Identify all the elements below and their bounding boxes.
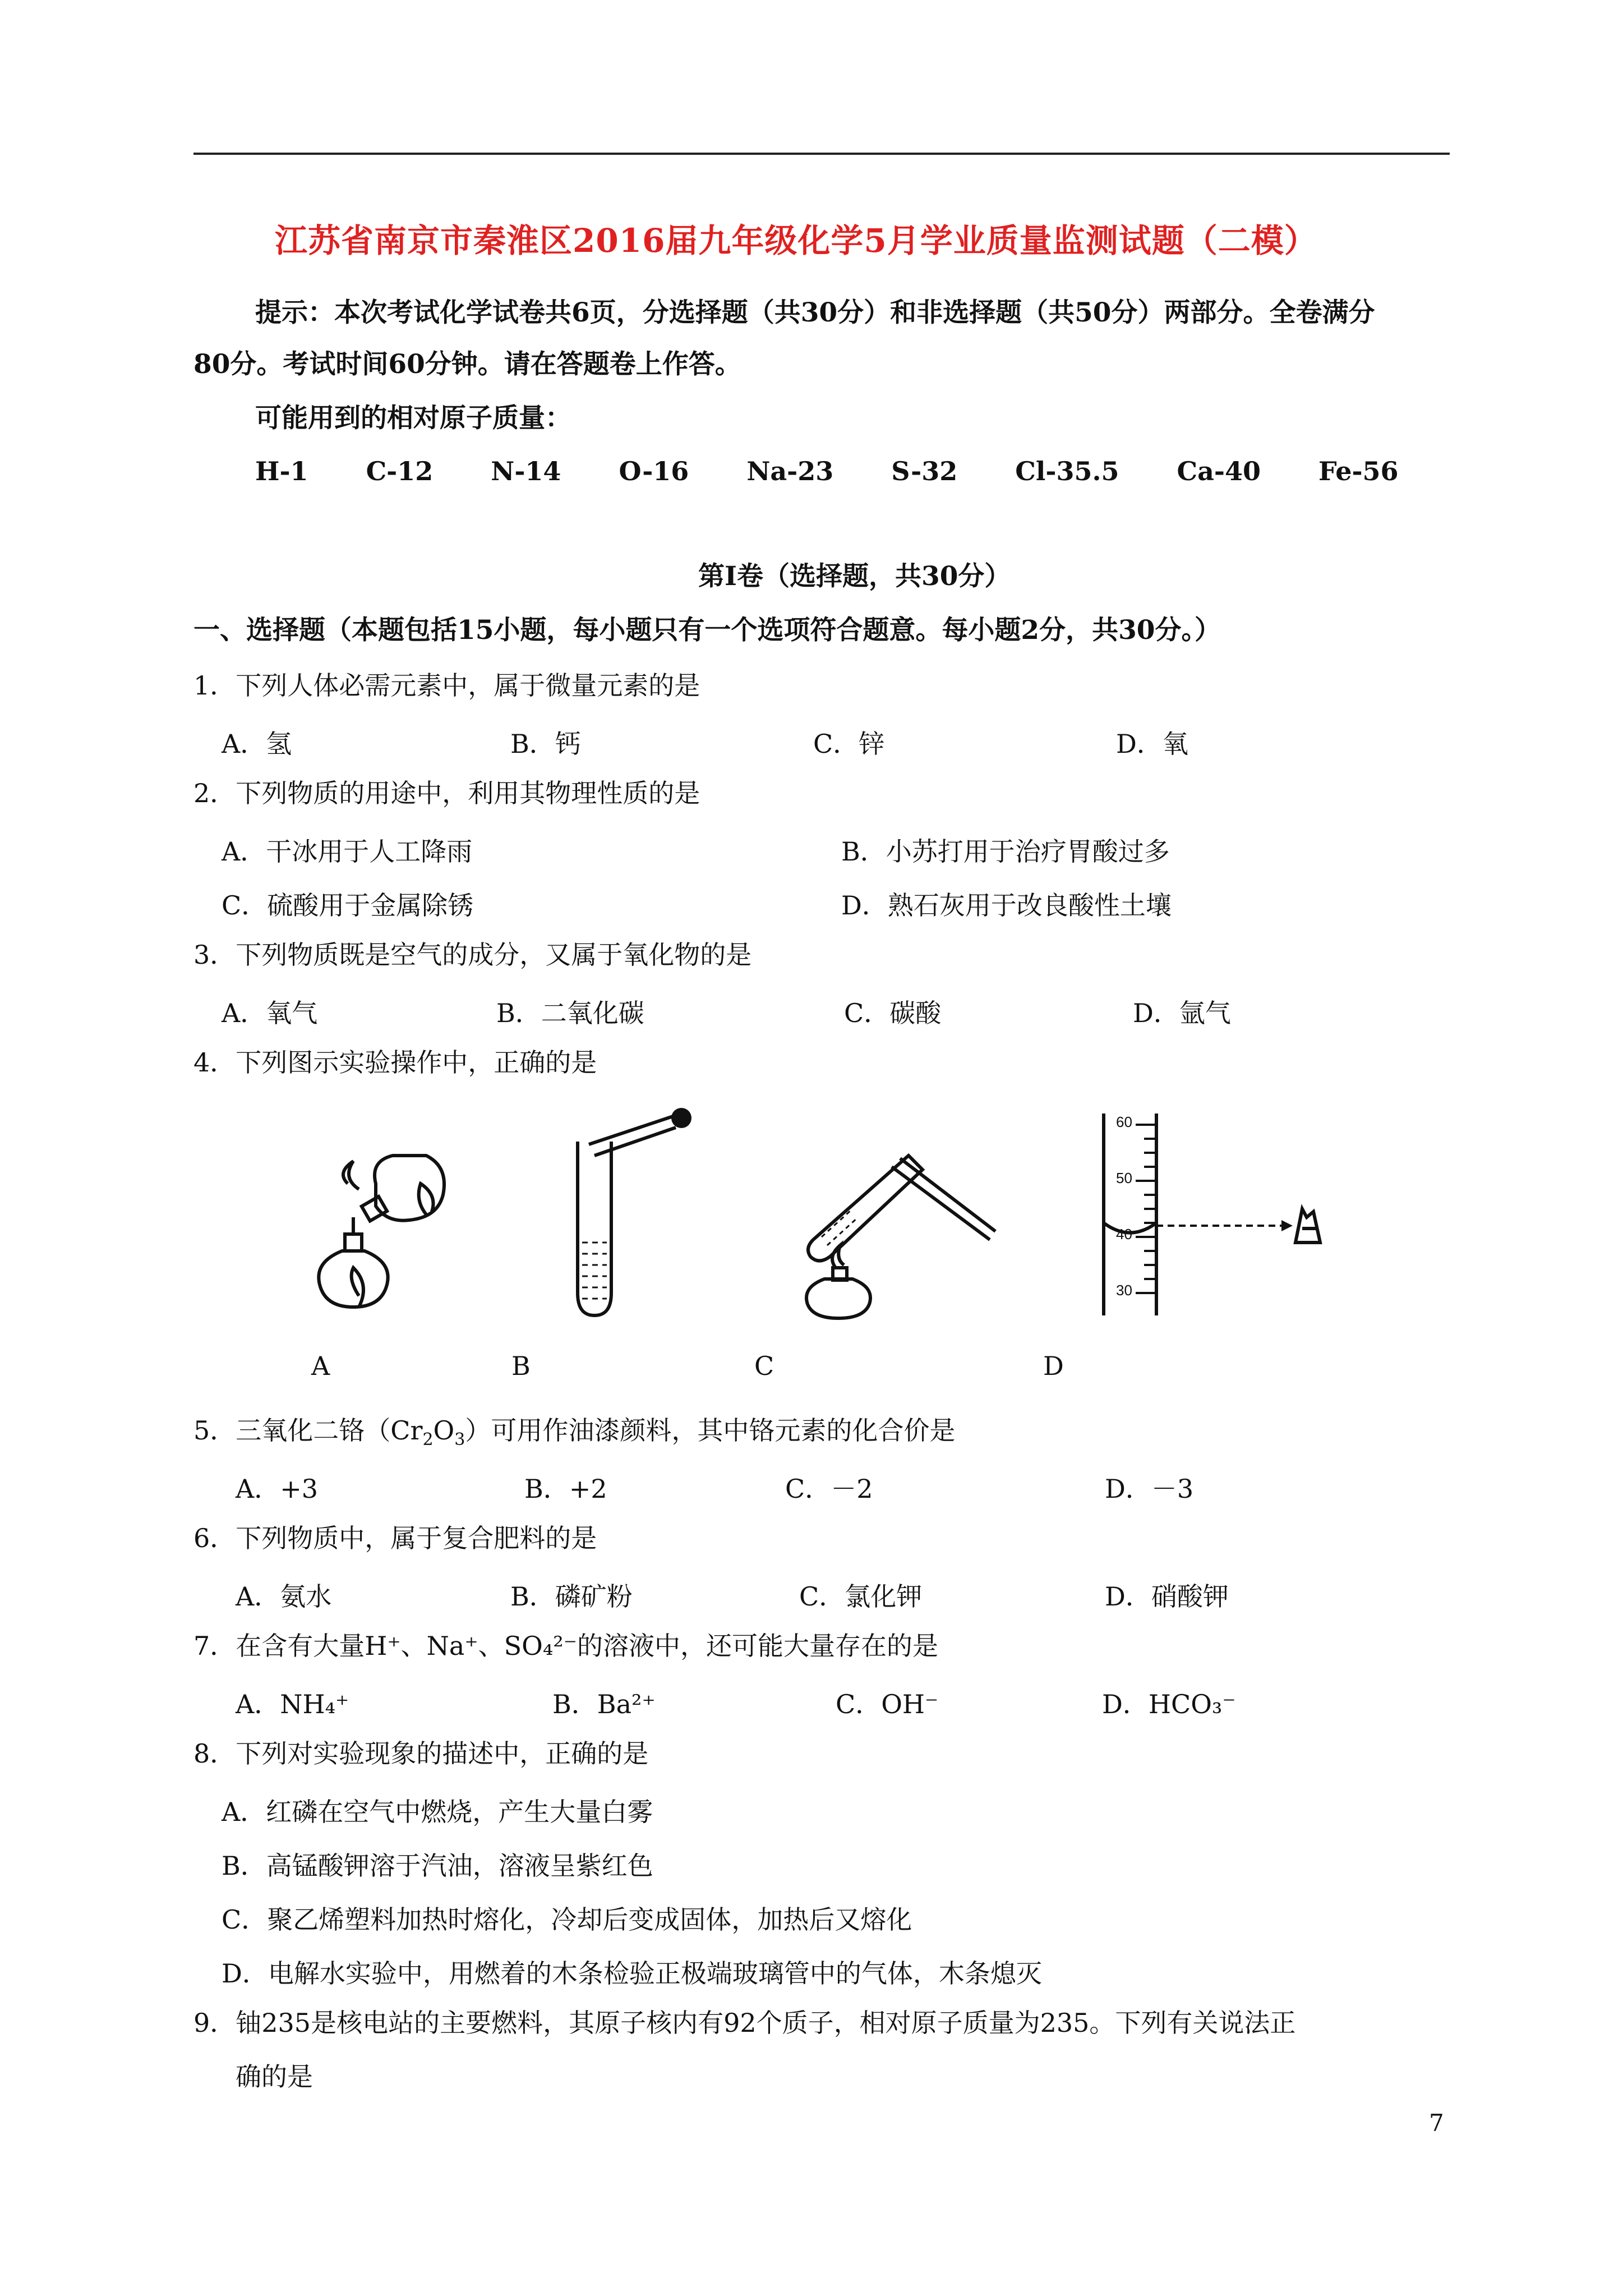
question-9-stem-line-2: 确的是 (236, 2062, 313, 2092)
question-8-stem: 8．下列对实验现象的描述中，正确的是 (193, 1738, 649, 1769)
q7-option-c: C．OH⁻ (836, 1689, 939, 1719)
q1-option-c: C．锌 (813, 729, 885, 759)
cylinder-tick-50: 50 (1116, 1170, 1132, 1186)
q8-option-a: A．红磷在空气中燃烧，产生大量白雾 (222, 1797, 653, 1827)
atomic-mass-item: N-14 (491, 456, 561, 486)
question-4-stem: 4．下列图示实验操作中，正确的是 (193, 1047, 597, 1078)
figure-c-heating-test-tube (796, 1144, 1009, 1324)
q5-option-a: A．+3 (236, 1474, 319, 1504)
question-6-stem: 6．下列物质中，属于复合肥料的是 (193, 1523, 597, 1553)
q2-option-c: C．硫酸用于金属除锈 (222, 890, 474, 921)
q6-option-b: B．磷矿粉 (510, 1581, 633, 1612)
q2-option-a: A．干冰用于人工降雨 (222, 836, 473, 867)
page-number: 7 (1429, 2109, 1444, 2137)
figure-b-dropper-test-tube (566, 1108, 735, 1321)
q2-option-b: B．小苏打用于治疗胃酸过多 (841, 836, 1170, 867)
q3-option-d: D．氩气 (1133, 998, 1231, 1028)
part-title: 第Ⅰ卷（选择题，共30分） (698, 561, 1011, 592)
q5-option-d: D．－3 (1105, 1474, 1194, 1504)
figure-b-label: B (511, 1351, 531, 1381)
notice-line-2: 80分。考试时间60分钟。请在答题卷上作答。 (193, 349, 741, 380)
section-title: 一、选择题（本题包括15小题，每小题只有一个选项符合题意。每小题2分，共30分。） (193, 615, 1221, 646)
q2-option-d: D．熟石灰用于改良酸性土壤 (841, 890, 1172, 921)
question-3-stem: 3．下列物质既是空气的成分，又属于氧化物的是 (193, 940, 752, 970)
q8-option-b: B．高锰酸钾溶于汽油，溶液呈紫红色 (222, 1851, 653, 1881)
atomic-mass-item: S-32 (891, 456, 958, 486)
question-7-stem: 7．在含有大量H⁺、Na⁺、SO₄²⁻的溶液中，还可能大量存在的是 (193, 1631, 939, 1661)
atomic-mass-item: H-1 (255, 456, 308, 486)
question-2-stem: 2．下列物质的用途中，利用其物理性质的是 (193, 778, 700, 808)
q6-option-c: C．氯化钾 (799, 1581, 923, 1612)
q3-option-c: C．碳酸 (844, 998, 942, 1028)
q5-option-b: B．+2 (524, 1474, 607, 1504)
q5-stem-part: 5．三氧化二铬（Cr (193, 1415, 423, 1446)
q8-option-d: D．电解水实验中，用燃着的木条检验正极端玻璃管中的气体，木条熄灭 (222, 1958, 1042, 1989)
question-9-stem-line-1: 9．铀235是核电站的主要燃料，其原子核内有92个质子，相对原子质量为235。下列有关说法正 (193, 2008, 1296, 2038)
figure-a-label: A (311, 1351, 330, 1381)
q1-option-d: D．氧 (1116, 729, 1188, 759)
header-rule (193, 153, 1450, 155)
q5-stem-sub: 3 (454, 1430, 465, 1450)
q6-option-d: D．硝酸钾 (1105, 1581, 1229, 1612)
figure-c-label: C (754, 1351, 774, 1381)
atomic-mass-item: Cl-35.5 (1015, 456, 1119, 486)
cylinder-tick-40: 40 (1116, 1226, 1132, 1243)
q3-option-a: A．氧气 (222, 998, 318, 1028)
q5-option-c: C．－2 (785, 1474, 873, 1504)
notice-line-1: 提示：本次考试化学试卷共6页，分选择题（共30分）和非选择题（共50分）两部分。全卷满分 (255, 297, 1375, 328)
atomic-mass-list (255, 456, 1456, 486)
atomic-mass-item: Na-23 (746, 456, 834, 486)
atomic-mass-item: C-12 (366, 456, 434, 486)
q6-option-a: A．氨水 (236, 1581, 332, 1612)
page-title: 江苏省南京市秦淮区2016届九年级化学5月学业质量监测试题（二模） (275, 222, 1317, 260)
cylinder-tick-30: 30 (1116, 1282, 1132, 1299)
question-1-stem: 1．下列人体必需元素中，属于微量元素的是 (193, 670, 700, 701)
q5-stem-part: ）可用作油漆颜料，其中铬元素的化合价是 (465, 1415, 956, 1446)
q1-option-b: B．钙 (510, 729, 581, 759)
q5-stem-part: O (433, 1415, 455, 1446)
atomic-mass-item: O-16 (619, 456, 689, 486)
q7-option-b: B．Ba²⁺ (552, 1689, 656, 1719)
q8-option-c: C．聚乙烯塑料加热时熔化，冷却后变成固体，加热后又熔化 (222, 1904, 912, 1935)
question-5-stem (193, 1414, 955, 1457)
figure-a-alcohol-lamp-lighting (303, 1150, 471, 1318)
atomic-mass-item: Fe-56 (1318, 456, 1399, 486)
atomic-mass-item: Ca-40 (1177, 456, 1261, 486)
q7-option-d: D．HCO₃⁻ (1102, 1689, 1236, 1719)
atomic-mass-heading: 可能用到的相对原子质量： (255, 403, 571, 434)
q1-option-a: A．氢 (222, 729, 292, 759)
cylinder-tick-60: 60 (1116, 1114, 1132, 1130)
figure-d-label: D (1043, 1351, 1064, 1381)
q3-option-b: B．二氧化碳 (496, 998, 644, 1028)
q7-option-a: A．NH₄⁺ (236, 1689, 349, 1719)
q5-stem-sub: 2 (422, 1430, 434, 1450)
